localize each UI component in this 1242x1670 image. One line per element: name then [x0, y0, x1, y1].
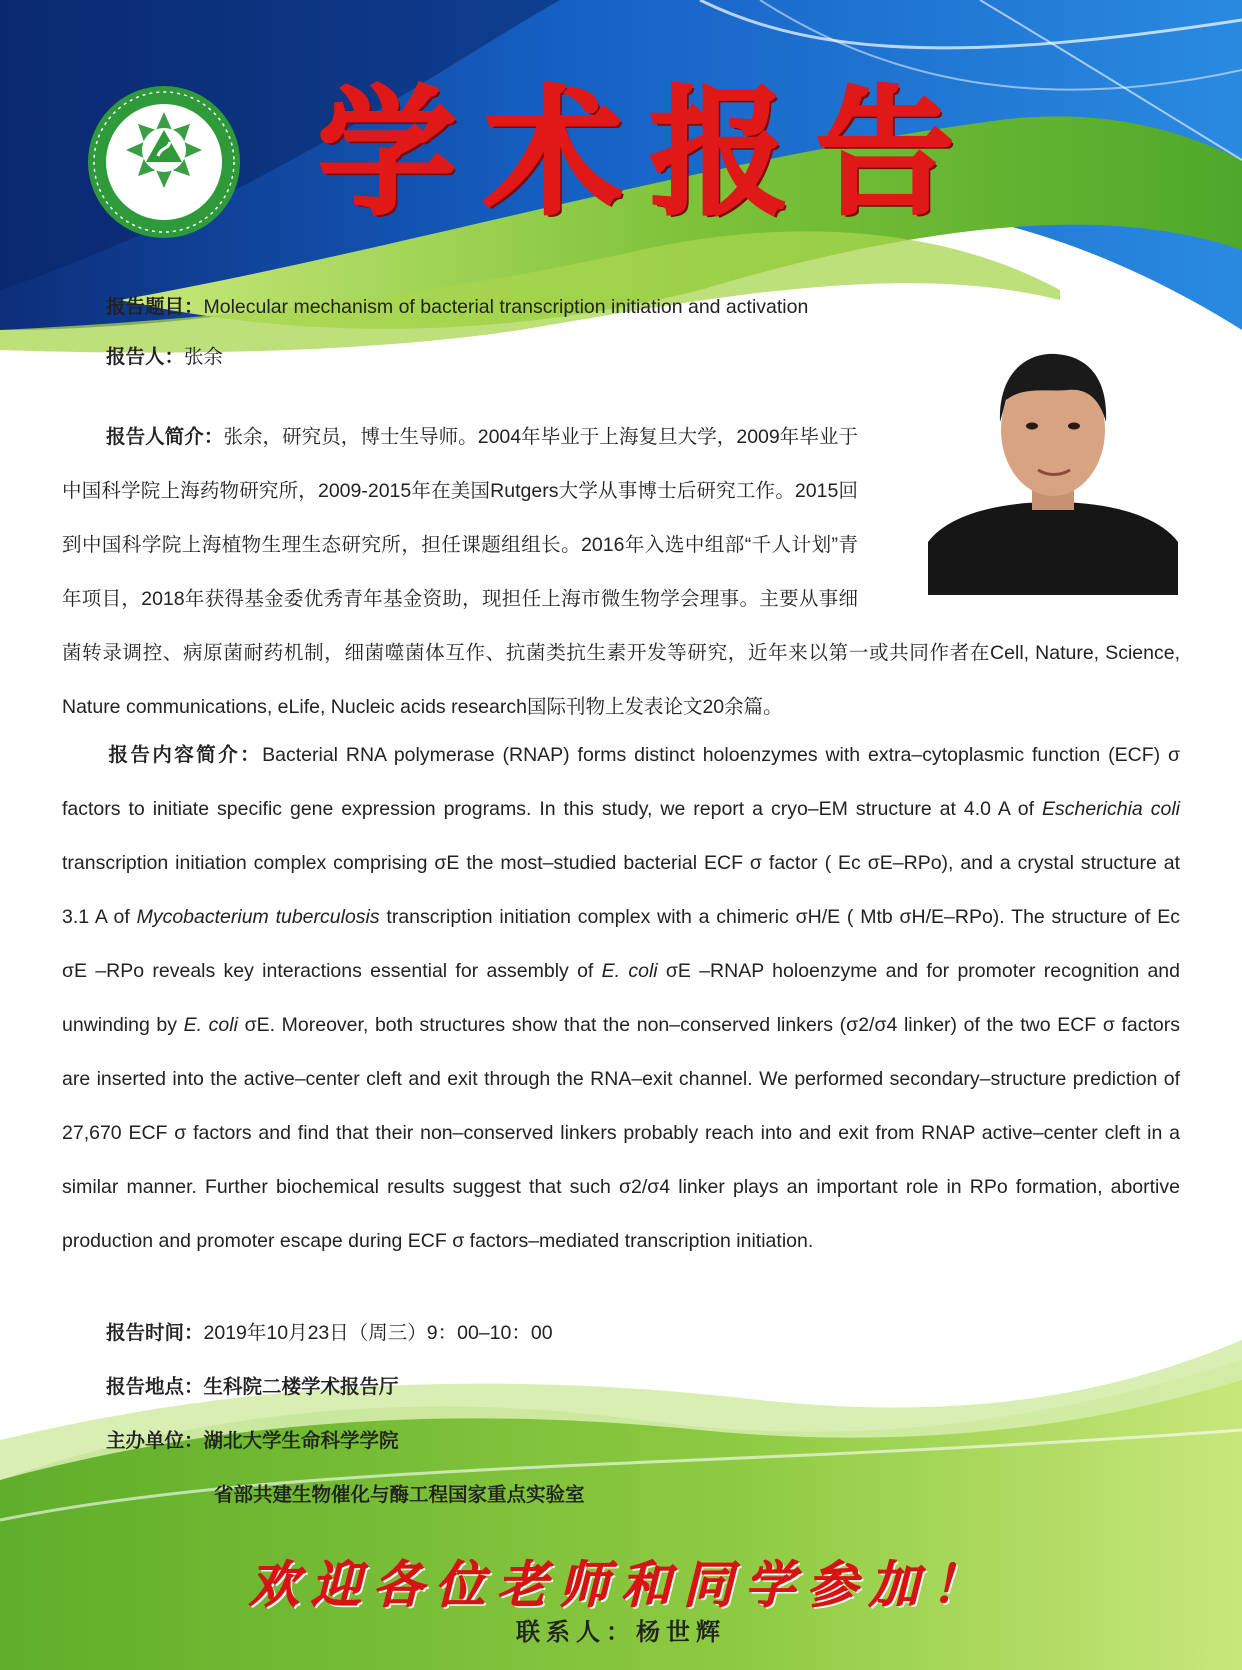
- organizer-row-2: [214, 1480, 585, 1510]
- abstract: [62, 728, 1180, 1268]
- bio-label: 报告人简介：: [106, 426, 224, 448]
- abstract-species-1: Escherichia coli: [1041, 798, 1180, 820]
- time-label: 报告时间：: [106, 1322, 204, 1344]
- abstract-label: 报告内容简介：: [106, 744, 263, 766]
- abstract-text-5: σE. Moreover, both structures show that the non–conserved linkers (σ2/σ4 linker) of the two ECF σ factors are inserted into the active–center cleft and exit through the RNA–exit channel. We performed secondary–structure prediction of 27,670 ECF σ factors and find that their non–conserved linkers probably reach into and exit from RNAP active–center cleft in a similar manner. Further biochemical results suggest that such σ2/σ4 linker plays an important role in RPo formation, abortive production and promoter escape during ECF σ factors–mediated transcription initiation.: [62, 1014, 1180, 1252]
- speaker-row: [106, 342, 223, 372]
- contact-person: 联系人：杨世辉: [516, 1617, 726, 1646]
- abstract-species-2: Mycobacterium tuberculosis: [136, 906, 380, 928]
- topic-row: [106, 292, 808, 322]
- photo-space: [858, 410, 1180, 626]
- topic-value: Molecular mechanism of bacterial transcription initiation and activation: [203, 296, 809, 318]
- bio-text: 张余，研究员，博士生导师。2004年毕业于上海复旦大学，2009年毕业于中国科学院上海药物研究所，2009-2015年在美国Rutgers大学从事博士后研究工作。2015回到中国科学院上海植物生理生态研究所，担任课题组组长。2016年入选中组部“千人计划”青年项目，2018年获得基金委优秀青年基金资助，现担任上海市微生物学会理事。主要从事细菌转录调控、病原菌耐药机制，细菌噬菌体互作、抗菌类抗生素开发等研究，近年来以第一或共同作者在Cell, Nature, Science, Nature communications, eLife, Nucleic acids research国际刊物上发表论文20余篇。: [62, 426, 1180, 718]
- welcome-slogan: 欢迎各位老师和同学参加！: [249, 1555, 993, 1614]
- abstract-text-3: transcription initiation complex with a chimeric σH/E ( Mtb σH/E–RPo). The structure of Ec σE –RPo reveals key interactions essential for assembly of: [62, 906, 1180, 982]
- venue-row: [106, 1372, 399, 1402]
- organizer-row: [106, 1426, 399, 1456]
- organizer-value-2: 省部共建生物催化与酶工程国家重点实验室: [214, 1484, 585, 1506]
- abstract-text-2: transcription initiation complex comprising σE the most–studied bacterial ECF σ factor ( Ec σE–RPo), and a crystal structure at 3.1 A of: [62, 852, 1180, 928]
- organizer-value-1: 湖北大学生命科学学院: [203, 1430, 399, 1452]
- venue-label: 报告地点：: [106, 1376, 204, 1398]
- speaker-bio: [62, 410, 1180, 734]
- abstract-text-1: Bacterial RNA polymerase (RNAP) forms distinct holoenzymes with extra–cytoplasmic function (ECF) σ factors to initiate specific gene expression programs. In this study, we report a cryo–EM structure at 4.0 A of: [62, 744, 1180, 820]
- time-value: 2019年10月23日（周三）9：00–10：00: [203, 1322, 553, 1344]
- time-row: [106, 1318, 553, 1348]
- poster-title: 学术报告: [318, 71, 983, 234]
- speaker-value: 张余: [184, 346, 224, 368]
- abstract-text-4: σE –RNAP holoenzyme and for promoter recognition and unwinding by: [62, 960, 1180, 1036]
- organizer-label: 主办单位：: [106, 1430, 204, 1452]
- lab-logo: [84, 82, 244, 242]
- abstract-species-4: E. coli: [183, 1014, 238, 1036]
- speaker-label: 报告人：: [106, 346, 185, 368]
- abstract-species-3: E. coli: [601, 960, 658, 982]
- venue-value: 生科院二楼学术报告厅: [203, 1376, 399, 1398]
- topic-label: 报告题目：: [106, 296, 204, 318]
